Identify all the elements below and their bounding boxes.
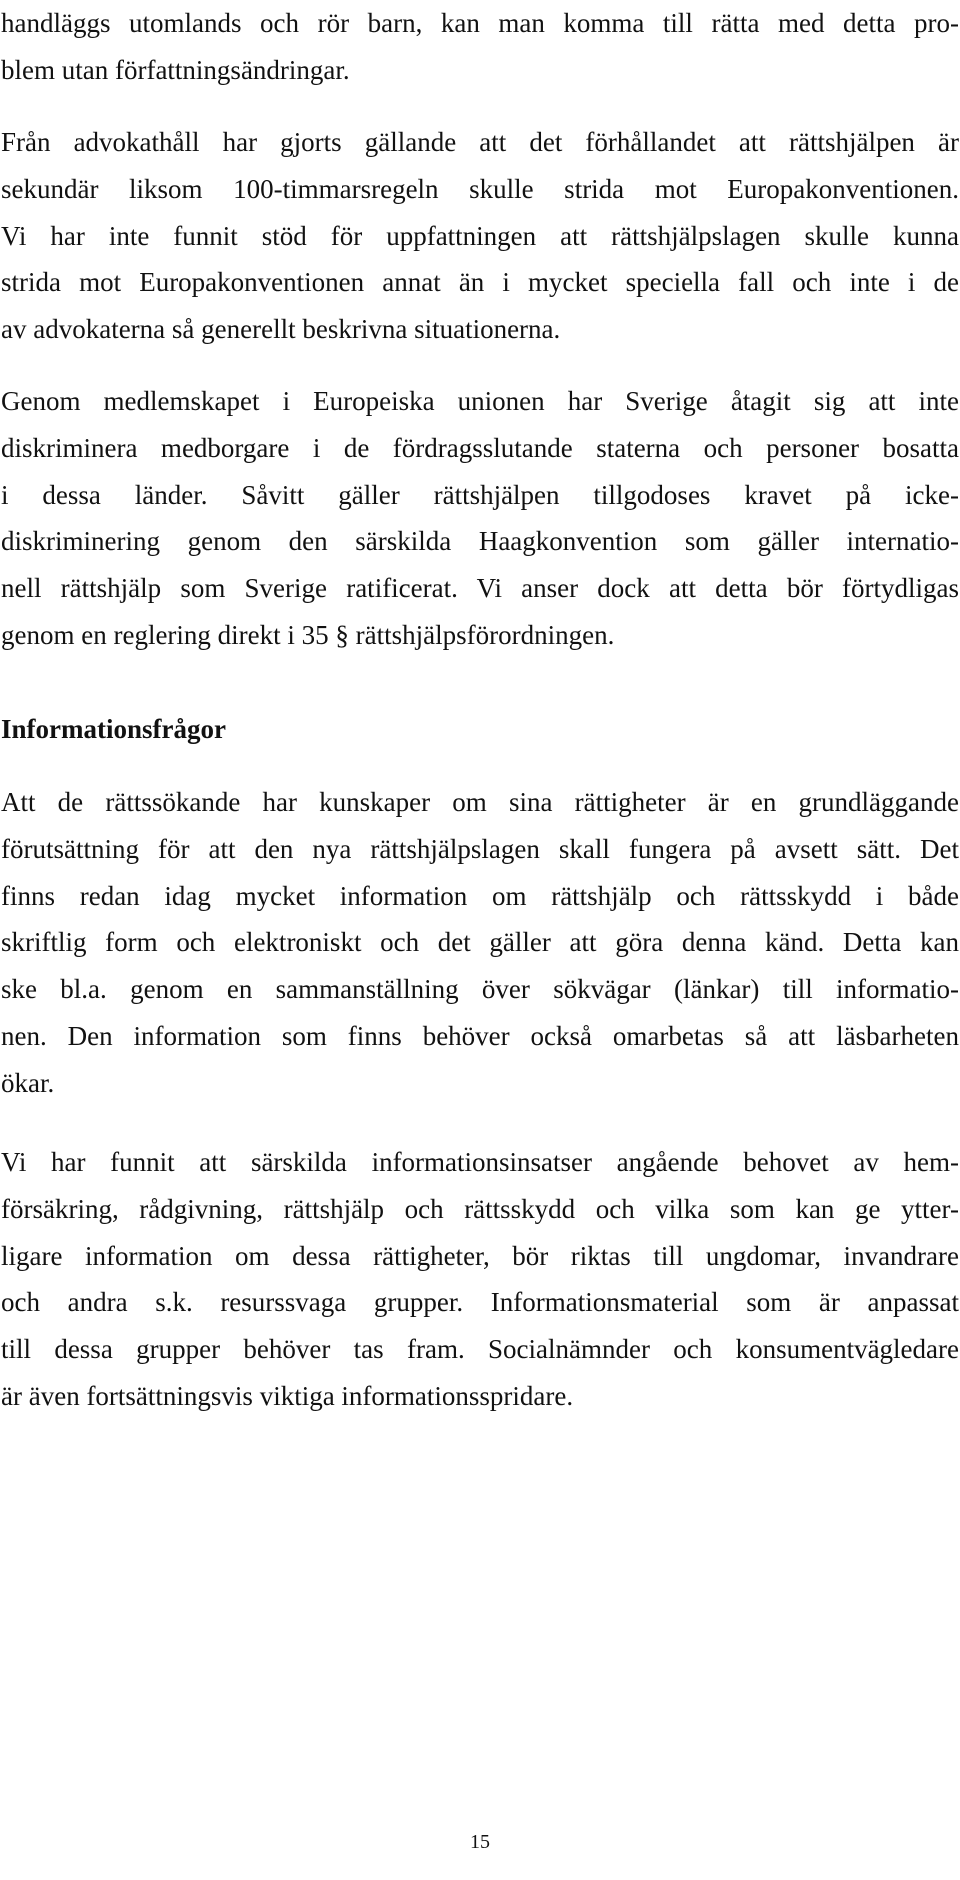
text-line: ske bl.a. genom en sammanställning över sökvägar (länkar) till informatio- xyxy=(1,974,959,1005)
text-line: Från advokathåll har gjorts gällande att det förhållandet att rättshjälpen är xyxy=(1,127,959,157)
text-line: nen. Den information som finns behöver också omarbetas så att läsbarheten xyxy=(1,1020,959,1051)
paragraph xyxy=(1,0,959,94)
text-line: handläggs utomlands och rör barn, kan man komma till rätta med detta pro- xyxy=(1,8,959,38)
text-line: diskriminering genom den särskilda Haagkonvention som gäller internatio- xyxy=(1,526,959,557)
text-line: är även fortsättningsvis viktiga informationsspridare. xyxy=(1,1380,574,1411)
text-line: Att de rättssökande har kunskaper om sina rättigheter är en grundläggande xyxy=(1,787,959,817)
text-line: finns redan idag mycket information om rättshjälp och rättsskydd i både xyxy=(1,880,959,911)
text-line: Vi har inte funnit stöd för uppfattningen att rättshjälpslagen skulle kunna xyxy=(1,220,959,251)
text-line: av advokaterna så generellt beskrivna situationerna. xyxy=(1,314,561,345)
paragraph xyxy=(1,1139,959,1420)
text-line: och andra s.k. resurssvaga grupper. Informationsmaterial som är anpassat xyxy=(1,1287,959,1318)
text-line: diskriminera medborgare i de fördragsslutande staterna och personer bosatta xyxy=(1,432,959,463)
text-line: förutsättning för att den nya rättshjälpslagen skall fungera på avsett sätt. Det xyxy=(1,833,959,864)
text-line: Genom medlemskapet i Europeiska unionen har Sverige åtagit sig att inte xyxy=(1,386,959,416)
text-line: till dessa grupper behöver tas fram. Socialnämnder och konsumentvägledare xyxy=(1,1334,959,1365)
text-line: genom en reglering direkt i 35 § rättshjälpsförordningen. xyxy=(1,619,615,650)
text-line: ligare information om dessa rättigheter, bör riktas till ungdomar, invandrare xyxy=(1,1240,959,1271)
paragraph xyxy=(1,119,959,353)
text-line: försäkring, rådgivning, rättshjälp och rättsskydd och vilka som kan ge ytter- xyxy=(1,1193,959,1224)
text-line: skriftlig form och elektroniskt och det gäller att göra denna känd. Detta kan xyxy=(1,927,959,958)
section-heading: Informationsfrågor xyxy=(1,714,226,744)
text-line: nell rättshjälp som Sverige ratificerat. Vi anser dock att detta bör förtydligas xyxy=(1,573,959,604)
text-line: strida mot Europakonventionen annat än i mycket speciella fall och inte i de xyxy=(1,267,959,298)
text-line: i dessa länder. Såvitt gäller rättshjälpen tillgodoses kravet på icke- xyxy=(1,479,959,510)
text-line: ökar. xyxy=(1,1067,55,1098)
text-line: blem utan författningsändringar. xyxy=(1,54,350,85)
paragraph xyxy=(1,378,959,659)
text-line: sekundär liksom 100-timmarsregeln skulle strida mot Europakonventionen. xyxy=(1,173,959,204)
page-number: 15 xyxy=(470,1831,490,1853)
paragraph xyxy=(1,779,959,1107)
text-line: Vi har funnit att särskilda informationsinsatser angående behovet av hem- xyxy=(1,1147,959,1177)
